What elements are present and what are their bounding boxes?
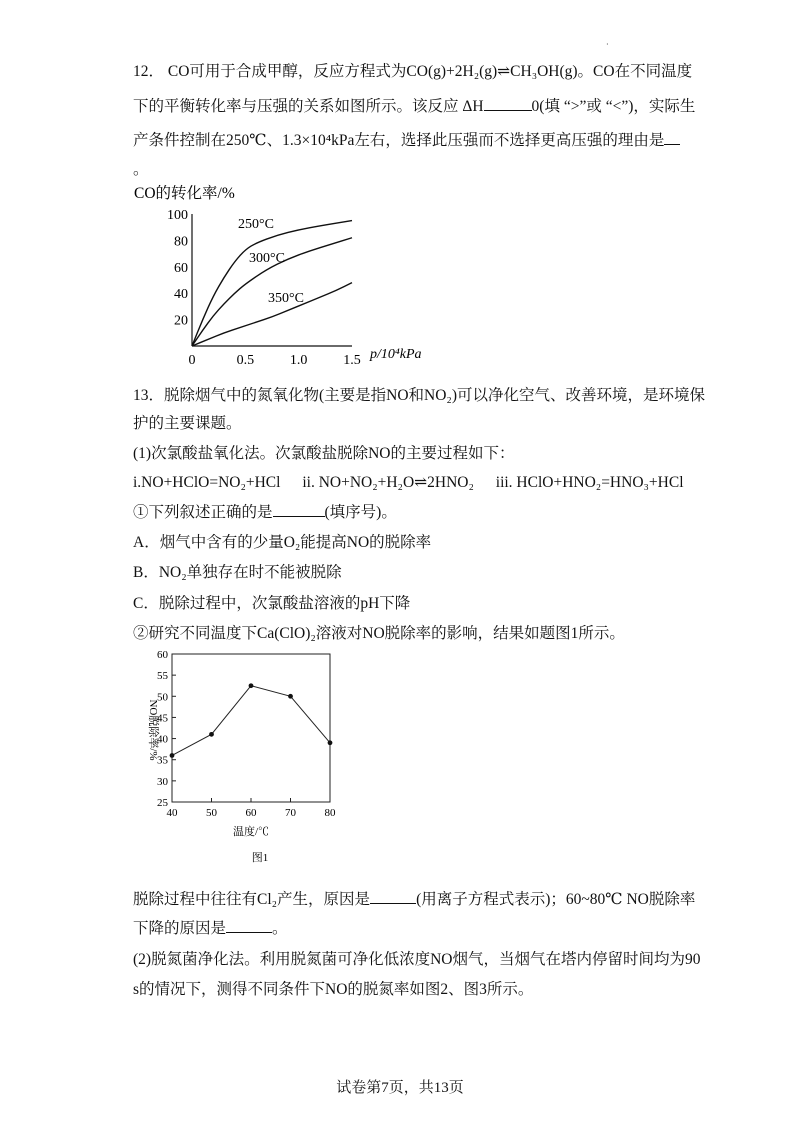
chart2-ytick-30: 30 xyxy=(157,775,168,788)
q13-line-10a: 脱除过程中往往有Cl₂产生，原因是 xyxy=(133,891,371,908)
chart2-ytick-25: 25 xyxy=(157,797,168,809)
chart2-xtick-70: 70 xyxy=(285,807,296,819)
chart2-xtick-60: 60 xyxy=(245,807,257,819)
chart1-ytick-100: 100 xyxy=(167,208,188,223)
chart2-point-80 xyxy=(328,740,333,745)
q12-blank-reason[interactable] xyxy=(664,130,680,145)
chart2-ytick-45: 45 xyxy=(157,712,168,725)
co-conversion-svg xyxy=(120,180,460,370)
chart2-xlabel: 温度/℃ xyxy=(232,826,270,838)
q13-blank-ionic-eq[interactable] xyxy=(370,889,416,904)
corner-dot: · xyxy=(606,40,609,49)
chart1-label-350: 350°C xyxy=(268,291,304,306)
chart1-xlabel: p/10⁴kPa xyxy=(370,347,422,362)
chart1-label-300: 300°C xyxy=(249,251,285,266)
reaction-iii: iii. HClO+HNO₂=HNO₃+HCl xyxy=(495,474,684,491)
chart2-ytick-50: 50 xyxy=(157,691,168,704)
q13-line-3: (1)次氯酸盐氧化法。次氯酸盐脱除NO的主要过程如下： xyxy=(133,445,515,462)
q13-line-11b: 。 xyxy=(272,920,288,937)
chart1-ytick-60: 60 xyxy=(174,260,188,276)
reaction-i: i.NO+HClO=NO₂+HCl xyxy=(133,474,281,491)
chart2-point-60 xyxy=(249,683,254,688)
q13-line-1: 13．脱除烟气中的氮氧化物(主要是指NO和NO₂)可以净化空气、改善环境，是环境保 xyxy=(133,387,706,404)
chart2-point-70 xyxy=(288,694,293,699)
chart2-xtick-50: 50 xyxy=(206,807,217,819)
chart2-ytick-35: 35 xyxy=(157,754,168,767)
q13-line-2: 护的主要课题。 xyxy=(133,415,242,432)
q13-line-9: ②研究不同温度下Ca(ClO)₂溶液对NO脱除率的影响，结果如题图1所示。 xyxy=(133,625,625,642)
chart1-xtick-1: 0.5 xyxy=(236,353,255,368)
q13-line-12: (2)脱氮菌净化法。利用脱氮菌可净化低浓度NO烟气，当烟气在塔内停留时间均为90 xyxy=(133,951,701,968)
chart2-ytick-60: 60 xyxy=(157,649,168,661)
chart2-point-40 xyxy=(170,753,175,758)
q13-line-13: s的情况下，测得不同条件下NO的脱氮率如图2、图3所示。 xyxy=(133,981,534,998)
chart2-ylabel: NO脱除率/% xyxy=(147,699,159,761)
q12-blank-dh[interactable] xyxy=(484,96,532,111)
q12-line-4: 。 xyxy=(133,161,149,178)
chart1-xtick-2: 1.0 xyxy=(289,353,308,368)
chart2-series-line xyxy=(172,686,330,756)
chart1-series-0 xyxy=(192,221,352,346)
reaction-ii: ii. NO+NO₂+H₂O⇌2HNO₂ xyxy=(302,474,474,491)
no-removal-svg xyxy=(140,646,360,876)
q12-line-2b: 0(填 “>”或 “<”)，实际生 xyxy=(531,98,696,115)
chart2-ytick-55: 55 xyxy=(157,670,168,683)
q13-line-11 xyxy=(133,918,288,939)
q13-line-10b: (用离子方程式表示)；60~80℃ NO脱除率 xyxy=(416,891,696,908)
q12-line-2a: 下的平衡转化率与压强的关系如图所示。该反应 ΔH xyxy=(133,98,484,115)
chart1-ylabel: CO的转化率/% xyxy=(134,185,235,202)
page-footer: 试卷第7页，共13页 xyxy=(336,1080,464,1096)
option-a: A．烟气中含有的少量O₂能提高NO的脱除率 xyxy=(133,534,432,551)
q13-line-5 xyxy=(133,502,397,523)
option-b: B．NO₂单独存在时不能被脱除 xyxy=(133,564,342,581)
chart2-frame xyxy=(172,654,330,802)
option-c: C．脱除过程中，次氯酸盐溶液的pH下降 xyxy=(133,595,411,612)
q12-line-3 xyxy=(133,130,680,151)
chart1-ytick-40: 40 xyxy=(174,287,188,303)
chart1-ytick-80: 80 xyxy=(174,234,188,250)
chart2-point-50 xyxy=(209,732,214,737)
chart1-xtick-3: 1.5 xyxy=(343,353,361,368)
q13-line-5b: (填序号)。 xyxy=(324,504,397,521)
chart1-xtick-0: 0 xyxy=(188,353,196,368)
co-conversion-chart xyxy=(120,180,460,370)
no-removal-chart xyxy=(140,646,360,876)
chart2-caption: 图1 xyxy=(251,852,269,864)
q13-reactions xyxy=(133,473,684,493)
q12-line-3-text: 产条件控制在250℃、1.3×10⁴kPa左右，选择此压强而不选择更高压强的理由是 xyxy=(133,132,665,149)
q13-line-11a: 下降的原因是 xyxy=(133,920,227,937)
chart1-label-250: 250°C xyxy=(238,217,274,232)
q13-blank-choice[interactable] xyxy=(273,502,325,517)
q13-line-10 xyxy=(133,889,695,910)
q12-line-2 xyxy=(133,96,695,117)
chart2-xtick-80: 80 xyxy=(324,807,336,819)
chart2-ytick-40: 40 xyxy=(157,733,168,746)
chart1-ytick-20: 20 xyxy=(174,313,188,329)
q13-blank-reason[interactable] xyxy=(226,918,272,933)
q12-line-1: 12． CO可用于合成甲醇，反应方程式为CO(g)+2H₂(g)⇌CH₃OH(g)。CO在不同温度 xyxy=(133,63,693,80)
chart2-xtick-40: 40 xyxy=(166,807,178,819)
q13-line-5a: ①下列叙述正确的是 xyxy=(133,504,273,521)
